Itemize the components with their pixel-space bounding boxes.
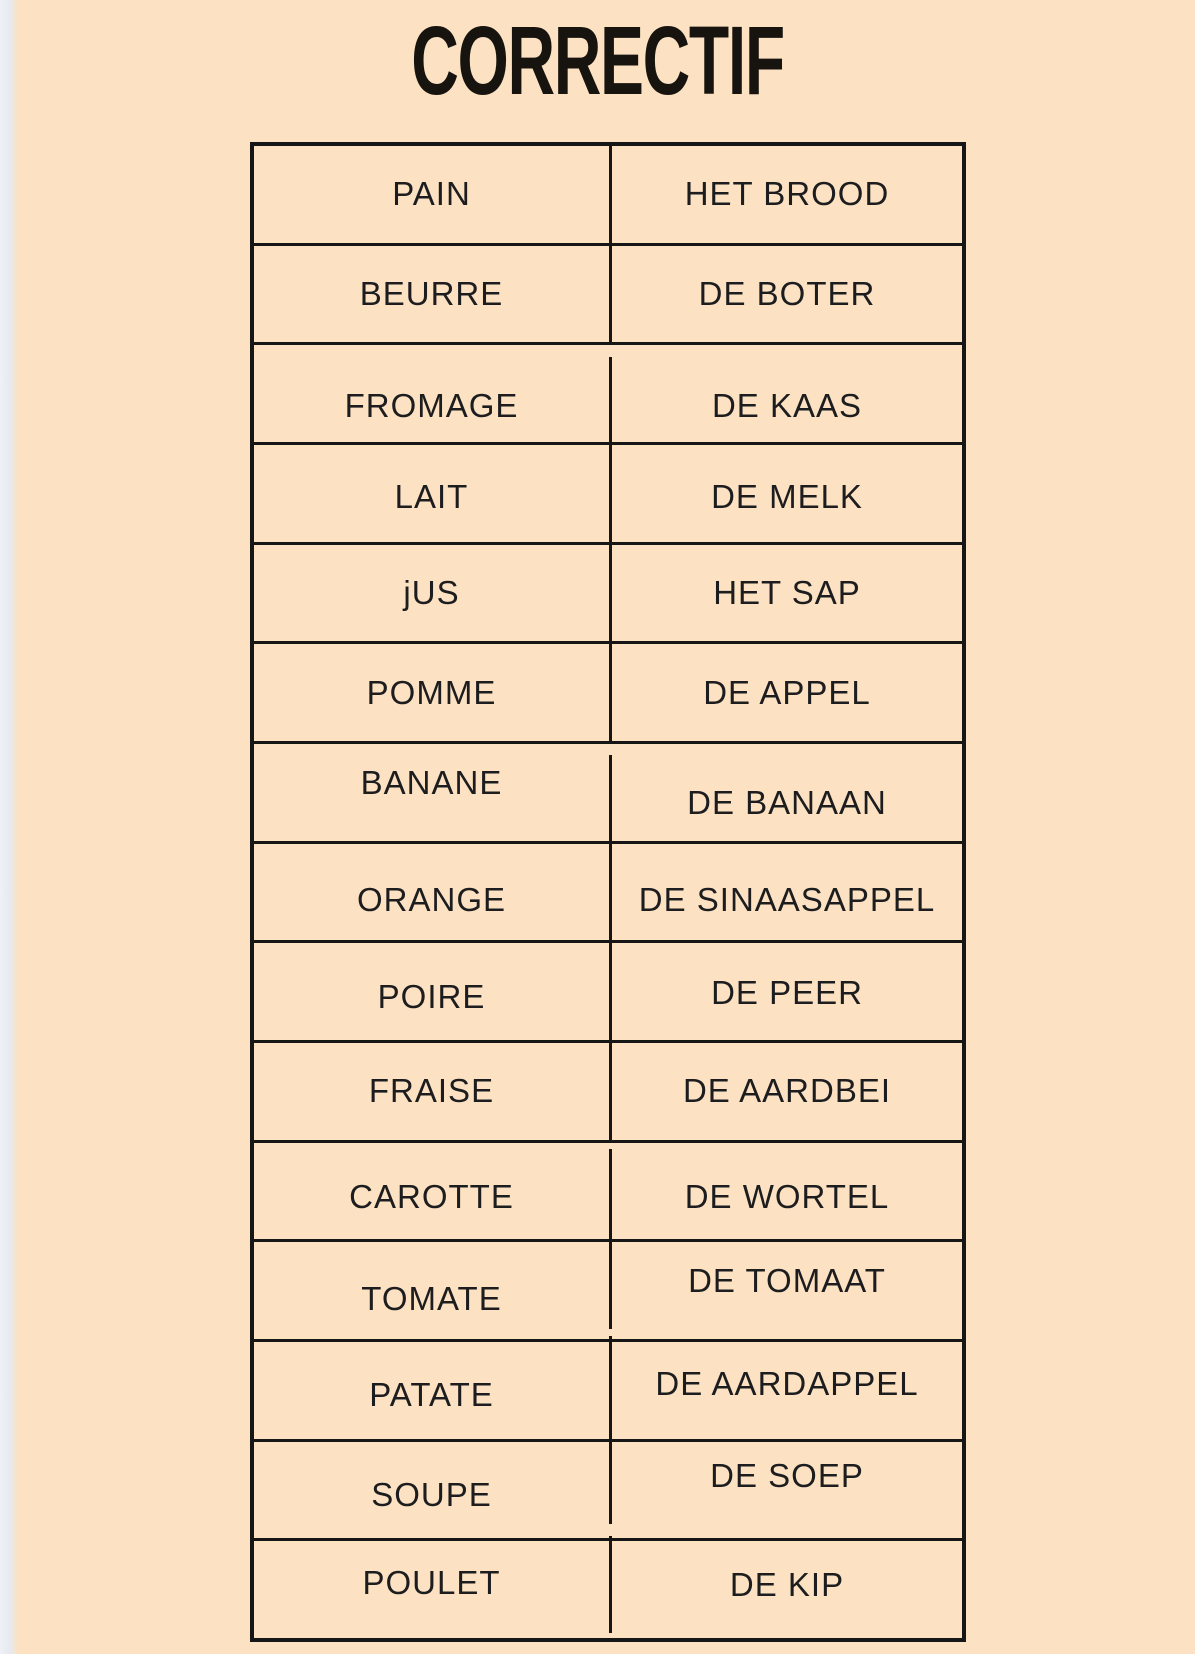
french-term: FROMAGE <box>344 386 519 424</box>
dutch-term: DE AARDAPPEL <box>609 1336 962 1433</box>
french-term: BEURRE <box>359 275 504 312</box>
french-term: POIRE <box>377 977 486 1015</box>
french-term: PATATE <box>369 1376 494 1414</box>
table-row <box>254 744 962 844</box>
french-term: LAIT <box>394 478 469 516</box>
dutch-term: DE MELK <box>609 449 962 546</box>
table-row <box>254 943 962 1043</box>
dutch-term: DE SOEP <box>609 1428 962 1525</box>
table-row <box>254 146 962 246</box>
table-row <box>254 545 962 645</box>
dutch-term: DE PEER <box>609 944 962 1041</box>
dutch-term: DE AARDBEI <box>609 1043 962 1140</box>
dutch-term: DE WORTEL <box>609 1149 962 1246</box>
dutch-term: DE KAAS <box>609 357 962 454</box>
vocab-table <box>250 142 966 1642</box>
dutch-term: DE APPEL <box>609 644 962 741</box>
french-term: FRAISE <box>368 1072 495 1110</box>
dutch-term: HET SAP <box>609 545 962 642</box>
dutch-term: DE BOTER <box>609 246 962 343</box>
table-row <box>254 345 962 445</box>
table-row <box>254 1143 962 1243</box>
table-row <box>254 844 962 944</box>
french-term: CAROTTE <box>349 1178 514 1216</box>
page-title: CORRECTIF <box>411 6 784 115</box>
french-term: PAIN <box>392 175 471 213</box>
french-term: BANANE <box>360 764 503 802</box>
table-row <box>254 445 962 545</box>
dutch-term: DE SINAASAPPEL <box>609 852 962 949</box>
french-term: jUS <box>403 574 460 612</box>
table-row <box>254 1541 962 1638</box>
table-row <box>254 1242 962 1342</box>
table-row <box>254 1442 962 1542</box>
table-row <box>254 246 962 346</box>
french-term: TOMATE <box>361 1279 502 1317</box>
dutch-term: HET BROOD <box>609 146 962 243</box>
french-term: SOUPE <box>371 1476 492 1514</box>
table-row <box>254 644 962 744</box>
table-row <box>254 1043 962 1143</box>
viewer-edge-strip <box>0 0 18 1654</box>
dutch-term: DE TOMAAT <box>609 1232 962 1329</box>
french-term: POMME <box>366 673 497 711</box>
dutch-term: DE BANAAN <box>609 755 962 852</box>
dutch-term: DE KIP <box>609 1536 962 1633</box>
french-term: POULET <box>362 1563 501 1601</box>
french-term: ORANGE <box>356 881 507 919</box>
